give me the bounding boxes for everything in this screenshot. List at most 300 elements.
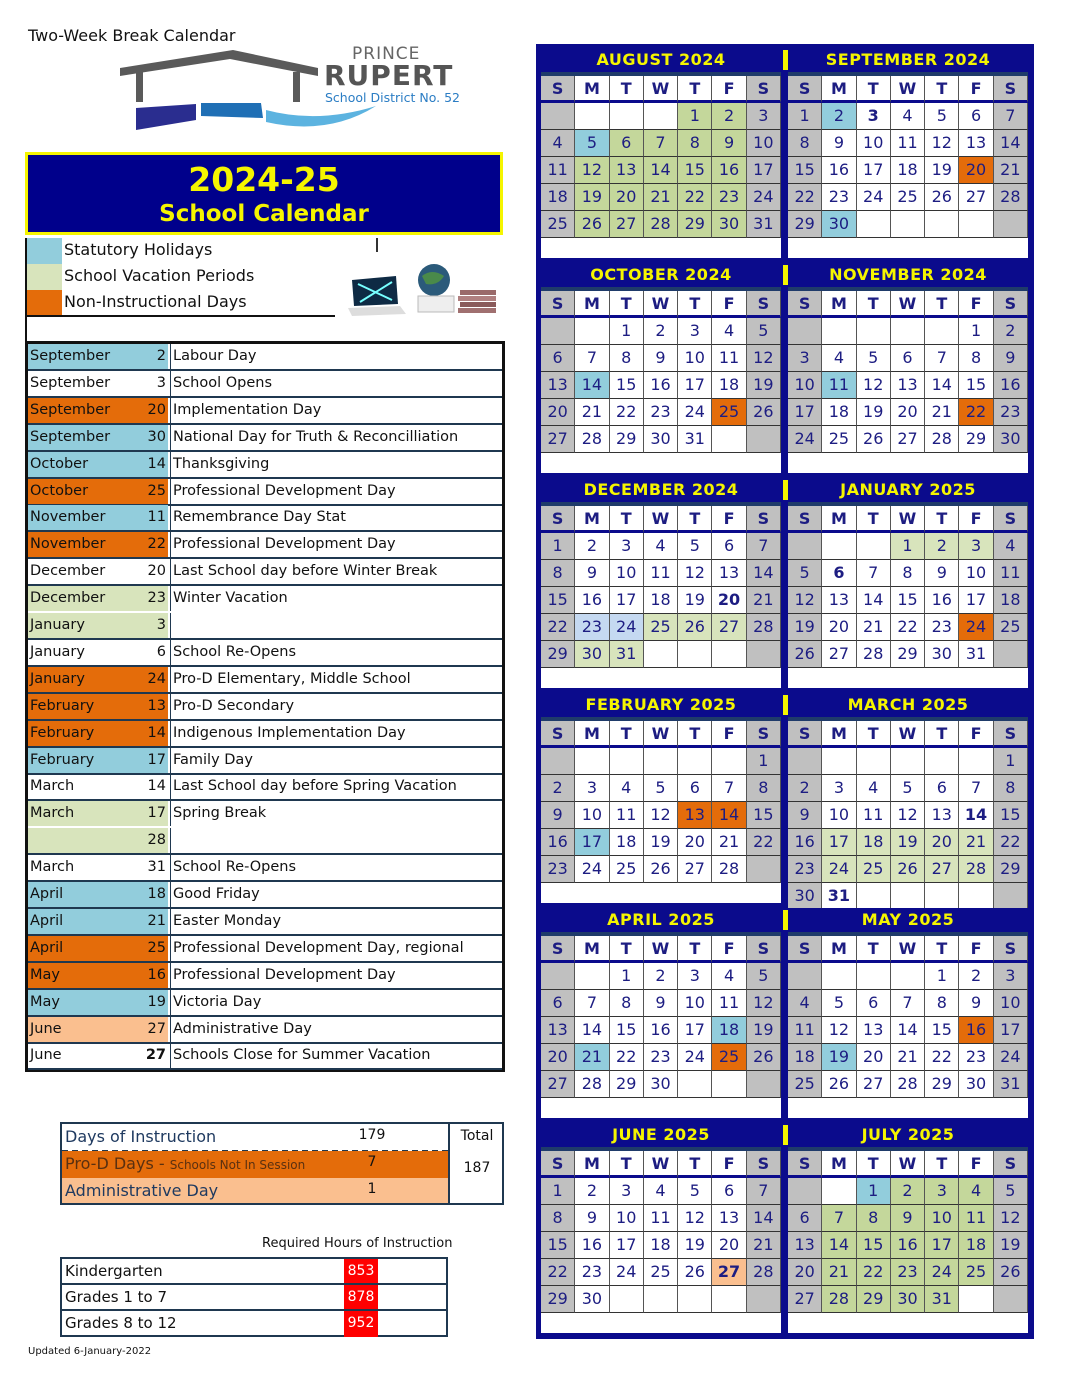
event-month-label: June xyxy=(30,1020,62,1037)
weekday-header: S xyxy=(747,506,781,533)
day-cell: 20 xyxy=(541,399,575,426)
day-cell: 11 xyxy=(994,560,1028,587)
day-cell: 13 xyxy=(788,1232,822,1259)
empty-day-cell xyxy=(959,883,993,910)
day-cell: 22 xyxy=(788,184,822,211)
day-cell: 30 xyxy=(575,641,609,668)
day-cell: 2 xyxy=(788,775,822,802)
day-cell: 18 xyxy=(994,587,1028,614)
day-cell: 26 xyxy=(747,1044,781,1071)
day-cell: 29 xyxy=(610,426,644,453)
day-cell: 6 xyxy=(925,775,959,802)
day-cell: 22 xyxy=(959,399,993,426)
empty-day-cell xyxy=(822,318,856,345)
day-cell: 28 xyxy=(644,211,678,238)
day-cell: 30 xyxy=(891,1286,925,1313)
day-cell: 22 xyxy=(857,1259,891,1286)
event-day: 27 xyxy=(147,1020,166,1037)
day-cell: 9 xyxy=(712,130,746,157)
day-cell: 25 xyxy=(610,856,644,883)
day-cell: 29 xyxy=(891,641,925,668)
day-cell: 13 xyxy=(712,1205,746,1232)
day-cell: 6 xyxy=(678,775,712,802)
day-cell: 12 xyxy=(747,345,781,372)
day-cell: 9 xyxy=(575,1205,609,1232)
day-cell: 19 xyxy=(925,157,959,184)
day-cell: 25 xyxy=(822,426,856,453)
day-cell: 3 xyxy=(788,345,822,372)
day-cell: 22 xyxy=(541,614,575,641)
day-cell: 8 xyxy=(610,345,644,372)
event-description: Easter Monday xyxy=(170,909,502,934)
day-cell: 29 xyxy=(541,1286,575,1313)
event-month-label: December xyxy=(30,590,106,607)
day-cell: 18 xyxy=(644,1232,678,1259)
day-cell: 23 xyxy=(822,184,856,211)
calendar-grid xyxy=(536,44,1034,1339)
empty-day-cell xyxy=(959,211,993,238)
weekday-header: W xyxy=(644,76,678,103)
weekday-header: F xyxy=(959,76,993,103)
day-cell: 7 xyxy=(857,560,891,587)
legend-item-statutory xyxy=(27,238,335,264)
event-description: Implementation Day xyxy=(170,398,502,423)
event-description: Family Day xyxy=(170,748,502,773)
day-cell: 30 xyxy=(925,641,959,668)
day-cell: 25 xyxy=(712,399,746,426)
day-cell: 16 xyxy=(712,157,746,184)
day-cell: 23 xyxy=(891,1259,925,1286)
logo-text-district: School District No. 52 xyxy=(325,90,460,105)
day-cell: 15 xyxy=(891,587,925,614)
empty-day-cell xyxy=(541,318,575,345)
day-cell: 8 xyxy=(959,345,993,372)
event-month xyxy=(28,371,168,396)
weekday-header: T xyxy=(678,506,712,533)
day-cell: 3 xyxy=(822,775,856,802)
weekday-header: S xyxy=(994,506,1028,533)
event-month-label: February xyxy=(30,724,95,741)
event-day: 2 xyxy=(156,348,166,364)
day-cell: 31 xyxy=(747,211,781,238)
day-cell: 30 xyxy=(994,426,1028,453)
day-cell: 6 xyxy=(857,990,891,1017)
event-row xyxy=(28,479,502,506)
weekday-header: S xyxy=(747,291,781,318)
event-row xyxy=(28,721,502,748)
empty-day-cell xyxy=(747,426,781,453)
event-day: 20 xyxy=(147,401,166,418)
month-february-2025 xyxy=(541,693,781,903)
empty-day-cell xyxy=(891,883,925,910)
empty-day-cell xyxy=(857,963,891,990)
empty-day-cell xyxy=(575,103,609,130)
day-cell: 9 xyxy=(891,1205,925,1232)
legend-swatch xyxy=(27,290,62,316)
weekday-header: F xyxy=(959,721,993,748)
hours-label: Kindergarten xyxy=(65,1262,163,1280)
event-row xyxy=(28,532,502,559)
day-cell: 26 xyxy=(644,856,678,883)
updated-date: Updated 6-January-2022 xyxy=(28,1346,152,1357)
day-cell: 28 xyxy=(857,641,891,668)
event-day: 14 xyxy=(147,724,166,741)
weekday-header: S xyxy=(788,291,822,318)
day-cell: 3 xyxy=(678,963,712,990)
empty-day-cell xyxy=(788,963,822,990)
weekday-header: T xyxy=(610,936,644,963)
weekday-header: T xyxy=(678,1151,712,1178)
weekday-header: W xyxy=(891,291,925,318)
empty-day-cell xyxy=(891,211,925,238)
event-day: 25 xyxy=(147,482,166,499)
administrative-day-row xyxy=(62,1178,448,1203)
day-cell: 26 xyxy=(788,641,822,668)
empty-day-cell xyxy=(575,748,609,775)
day-cell: 28 xyxy=(822,1286,856,1313)
month-title: AUGUST 2024 xyxy=(541,48,781,72)
event-day: 31 xyxy=(147,859,166,876)
event-day: 16 xyxy=(147,966,166,983)
day-cell: 12 xyxy=(891,802,925,829)
weekday-header: T xyxy=(857,76,891,103)
day-cell: 29 xyxy=(541,641,575,668)
day-cell: 14 xyxy=(644,157,678,184)
laptop-globe-books-icon xyxy=(348,262,500,322)
day-cell: 31 xyxy=(678,426,712,453)
days-summary-table xyxy=(60,1122,504,1205)
weekday-header: M xyxy=(822,1151,856,1178)
weekday-header: F xyxy=(712,506,746,533)
title-banner xyxy=(25,152,503,235)
weekday-header: M xyxy=(822,76,856,103)
day-cell: 20 xyxy=(959,157,993,184)
weekday-header: M xyxy=(575,721,609,748)
day-cell: 2 xyxy=(994,318,1028,345)
day-cell: 18 xyxy=(959,1232,993,1259)
day-cell: 4 xyxy=(891,103,925,130)
day-cell: 18 xyxy=(857,829,891,856)
empty-day-cell xyxy=(678,641,712,668)
day-cell: 1 xyxy=(925,963,959,990)
day-cell: 23 xyxy=(994,399,1028,426)
day-cell: 10 xyxy=(959,560,993,587)
empty-day-cell xyxy=(541,748,575,775)
day-cell: 19 xyxy=(678,587,712,614)
day-cell: 11 xyxy=(822,372,856,399)
day-cell: 23 xyxy=(712,184,746,211)
event-row xyxy=(28,371,502,398)
weekday-header: W xyxy=(891,506,925,533)
day-cell: 27 xyxy=(541,426,575,453)
day-cell: 6 xyxy=(959,103,993,130)
day-cell: 8 xyxy=(994,775,1028,802)
day-cell: 29 xyxy=(610,1071,644,1098)
month-april-2025 xyxy=(541,908,781,1118)
day-cell: 28 xyxy=(575,426,609,453)
weekday-header: M xyxy=(822,721,856,748)
event-month xyxy=(28,452,168,477)
weekday-header: S xyxy=(994,721,1028,748)
day-cell: 17 xyxy=(959,587,993,614)
day-cell: 23 xyxy=(788,856,822,883)
event-description: Pro-D Elementary, Middle School xyxy=(170,667,502,692)
day-cell: 27 xyxy=(678,856,712,883)
event-month-label: January xyxy=(30,670,85,687)
month-title: APRIL 2025 xyxy=(541,908,781,932)
day-cell: 28 xyxy=(747,1259,781,1286)
day-cell: 10 xyxy=(925,1205,959,1232)
empty-day-cell xyxy=(959,1286,993,1313)
day-cell: 8 xyxy=(610,990,644,1017)
day-cell: 16 xyxy=(994,372,1028,399)
day-cell: 26 xyxy=(857,426,891,453)
event-day: 24 xyxy=(147,670,166,687)
event-row xyxy=(28,801,502,828)
weekday-header: S xyxy=(541,721,575,748)
day-cell: 6 xyxy=(822,560,856,587)
day-cell: 4 xyxy=(822,345,856,372)
month-january-2025 xyxy=(788,478,1028,688)
weekday-header: T xyxy=(925,506,959,533)
day-cell: 21 xyxy=(747,1232,781,1259)
weekday-header: F xyxy=(712,76,746,103)
weekday-header: T xyxy=(857,291,891,318)
day-cell: 8 xyxy=(891,560,925,587)
day-cell: 30 xyxy=(575,1286,609,1313)
weekday-header: M xyxy=(575,291,609,318)
event-month xyxy=(28,398,168,423)
day-cell: 18 xyxy=(644,587,678,614)
empty-day-cell xyxy=(541,963,575,990)
weekday-header: S xyxy=(994,291,1028,318)
event-month-label: November xyxy=(30,509,106,526)
weekday-header: T xyxy=(610,76,644,103)
day-cell: 5 xyxy=(747,318,781,345)
day-cell: 18 xyxy=(610,829,644,856)
month-day-grid xyxy=(541,717,781,883)
day-cell: 17 xyxy=(678,372,712,399)
day-cell: 12 xyxy=(678,1205,712,1232)
empty-day-cell xyxy=(747,1286,781,1313)
day-cell: 10 xyxy=(610,1205,644,1232)
row-value: 1 xyxy=(367,1181,377,1197)
day-cell: 26 xyxy=(747,399,781,426)
event-month-label: April xyxy=(30,886,64,902)
event-day: 3 xyxy=(156,374,166,391)
day-cell: 6 xyxy=(891,345,925,372)
event-month xyxy=(28,1017,168,1042)
day-cell: 8 xyxy=(925,990,959,1017)
day-cell: 5 xyxy=(788,560,822,587)
empty-day-cell xyxy=(575,963,609,990)
empty-day-cell xyxy=(678,748,712,775)
weekday-header: S xyxy=(994,76,1028,103)
event-description: Last School day before Winter Break xyxy=(170,559,502,584)
event-month xyxy=(28,855,168,880)
day-cell: 14 xyxy=(857,587,891,614)
day-cell: 14 xyxy=(925,372,959,399)
day-cell: 17 xyxy=(822,829,856,856)
event-month xyxy=(28,801,168,826)
day-cell: 17 xyxy=(857,157,891,184)
day-cell: 3 xyxy=(610,533,644,560)
event-description: Administrative Day xyxy=(170,1017,502,1042)
day-cell: 9 xyxy=(994,345,1028,372)
day-cell: 20 xyxy=(678,829,712,856)
days-of-instruction-row xyxy=(62,1124,448,1152)
month-day-grid xyxy=(788,717,1028,910)
day-cell: 5 xyxy=(891,775,925,802)
day-cell: 15 xyxy=(857,1232,891,1259)
weekday-header: T xyxy=(925,1151,959,1178)
day-cell: 7 xyxy=(959,775,993,802)
day-cell: 25 xyxy=(644,614,678,641)
day-cell: 24 xyxy=(959,614,993,641)
day-cell: 13 xyxy=(891,372,925,399)
weekday-header: F xyxy=(959,291,993,318)
weekday-header: T xyxy=(610,506,644,533)
day-cell: 16 xyxy=(891,1232,925,1259)
empty-day-cell xyxy=(788,318,822,345)
total-cell xyxy=(448,1124,504,1203)
day-cell: 15 xyxy=(747,802,781,829)
event-month xyxy=(28,425,168,450)
day-cell: 17 xyxy=(610,587,644,614)
day-cell: 6 xyxy=(610,130,644,157)
day-cell: 23 xyxy=(925,614,959,641)
event-row xyxy=(28,1043,502,1070)
day-cell: 27 xyxy=(541,1071,575,1098)
day-cell: 11 xyxy=(644,560,678,587)
hours-value: 878 xyxy=(344,1285,378,1309)
weekday-header: M xyxy=(822,291,856,318)
empty-day-cell xyxy=(822,1178,856,1205)
day-cell: 31 xyxy=(994,1071,1028,1098)
day-cell: 15 xyxy=(994,802,1028,829)
day-cell: 10 xyxy=(994,990,1028,1017)
day-cell: 19 xyxy=(575,184,609,211)
event-month xyxy=(28,774,168,799)
day-cell: 18 xyxy=(541,184,575,211)
day-cell: 8 xyxy=(541,560,575,587)
event-row xyxy=(28,452,502,479)
day-cell: 30 xyxy=(822,211,856,238)
event-row xyxy=(28,640,502,667)
day-cell: 22 xyxy=(925,1044,959,1071)
day-cell: 1 xyxy=(747,748,781,775)
day-cell: 6 xyxy=(712,533,746,560)
month-day-grid xyxy=(541,1147,781,1313)
event-description: Professional Development Day xyxy=(170,532,502,557)
day-cell: 7 xyxy=(925,345,959,372)
day-cell: 13 xyxy=(857,1017,891,1044)
weekday-header: S xyxy=(541,936,575,963)
month-day-grid xyxy=(788,502,1028,668)
day-cell: 14 xyxy=(575,372,609,399)
day-cell: 9 xyxy=(575,560,609,587)
day-cell: 21 xyxy=(575,1044,609,1071)
title-subtitle: School Calendar xyxy=(159,201,369,227)
empty-day-cell xyxy=(788,1178,822,1205)
day-cell: 24 xyxy=(575,856,609,883)
empty-day-cell xyxy=(712,426,746,453)
event-description: Professional Development Day, regional xyxy=(170,936,502,961)
empty-day-cell xyxy=(644,641,678,668)
event-day: 14 xyxy=(147,778,166,795)
weekday-header: S xyxy=(747,721,781,748)
month-title: FEBRUARY 2025 xyxy=(541,693,781,717)
empty-day-cell xyxy=(712,1071,746,1098)
day-cell: 12 xyxy=(822,1017,856,1044)
day-cell: 27 xyxy=(959,184,993,211)
day-cell: 21 xyxy=(712,829,746,856)
day-cell: 6 xyxy=(541,990,575,1017)
empty-day-cell xyxy=(541,103,575,130)
event-month xyxy=(28,613,168,638)
day-cell: 16 xyxy=(959,1017,993,1044)
event-day: 27 xyxy=(145,1047,166,1064)
day-cell: 26 xyxy=(575,211,609,238)
month-title: MAY 2025 xyxy=(788,908,1028,932)
day-cell: 4 xyxy=(857,775,891,802)
day-cell: 10 xyxy=(788,372,822,399)
day-cell: 19 xyxy=(788,614,822,641)
empty-day-cell xyxy=(822,533,856,560)
event-month xyxy=(28,667,168,692)
month-march-2025 xyxy=(788,693,1028,903)
day-cell: 3 xyxy=(678,318,712,345)
day-cell: 2 xyxy=(644,318,678,345)
day-cell: 16 xyxy=(575,1232,609,1259)
day-cell: 8 xyxy=(747,775,781,802)
event-description: Thanksgiving xyxy=(170,452,502,477)
weekday-header: S xyxy=(994,936,1028,963)
day-cell: 14 xyxy=(959,802,993,829)
day-cell: 12 xyxy=(857,372,891,399)
day-cell: 21 xyxy=(822,1259,856,1286)
day-cell: 5 xyxy=(678,1178,712,1205)
weekday-header: S xyxy=(747,936,781,963)
event-month xyxy=(28,936,168,961)
month-title: JULY 2025 xyxy=(788,1123,1028,1147)
day-cell: 4 xyxy=(959,1178,993,1205)
event-description: Remembrance Day Stat xyxy=(170,505,502,530)
empty-day-cell xyxy=(610,1286,644,1313)
day-cell: 25 xyxy=(541,211,575,238)
event-row xyxy=(28,559,502,586)
day-cell: 10 xyxy=(610,560,644,587)
day-cell: 10 xyxy=(857,130,891,157)
day-cell: 24 xyxy=(994,1044,1028,1071)
day-cell: 27 xyxy=(788,1286,822,1313)
weekday-header: W xyxy=(891,721,925,748)
day-cell: 24 xyxy=(822,856,856,883)
day-cell: 21 xyxy=(925,399,959,426)
empty-day-cell xyxy=(747,856,781,883)
empty-day-cell xyxy=(644,103,678,130)
day-cell: 16 xyxy=(541,829,575,856)
day-cell: 15 xyxy=(788,157,822,184)
day-cell: 22 xyxy=(610,1044,644,1071)
weekday-header: T xyxy=(610,291,644,318)
weekday-header: T xyxy=(678,721,712,748)
day-cell: 7 xyxy=(747,1178,781,1205)
weekday-header: T xyxy=(925,936,959,963)
weekday-header: S xyxy=(541,506,575,533)
day-cell: 12 xyxy=(747,990,781,1017)
day-cell: 26 xyxy=(891,856,925,883)
